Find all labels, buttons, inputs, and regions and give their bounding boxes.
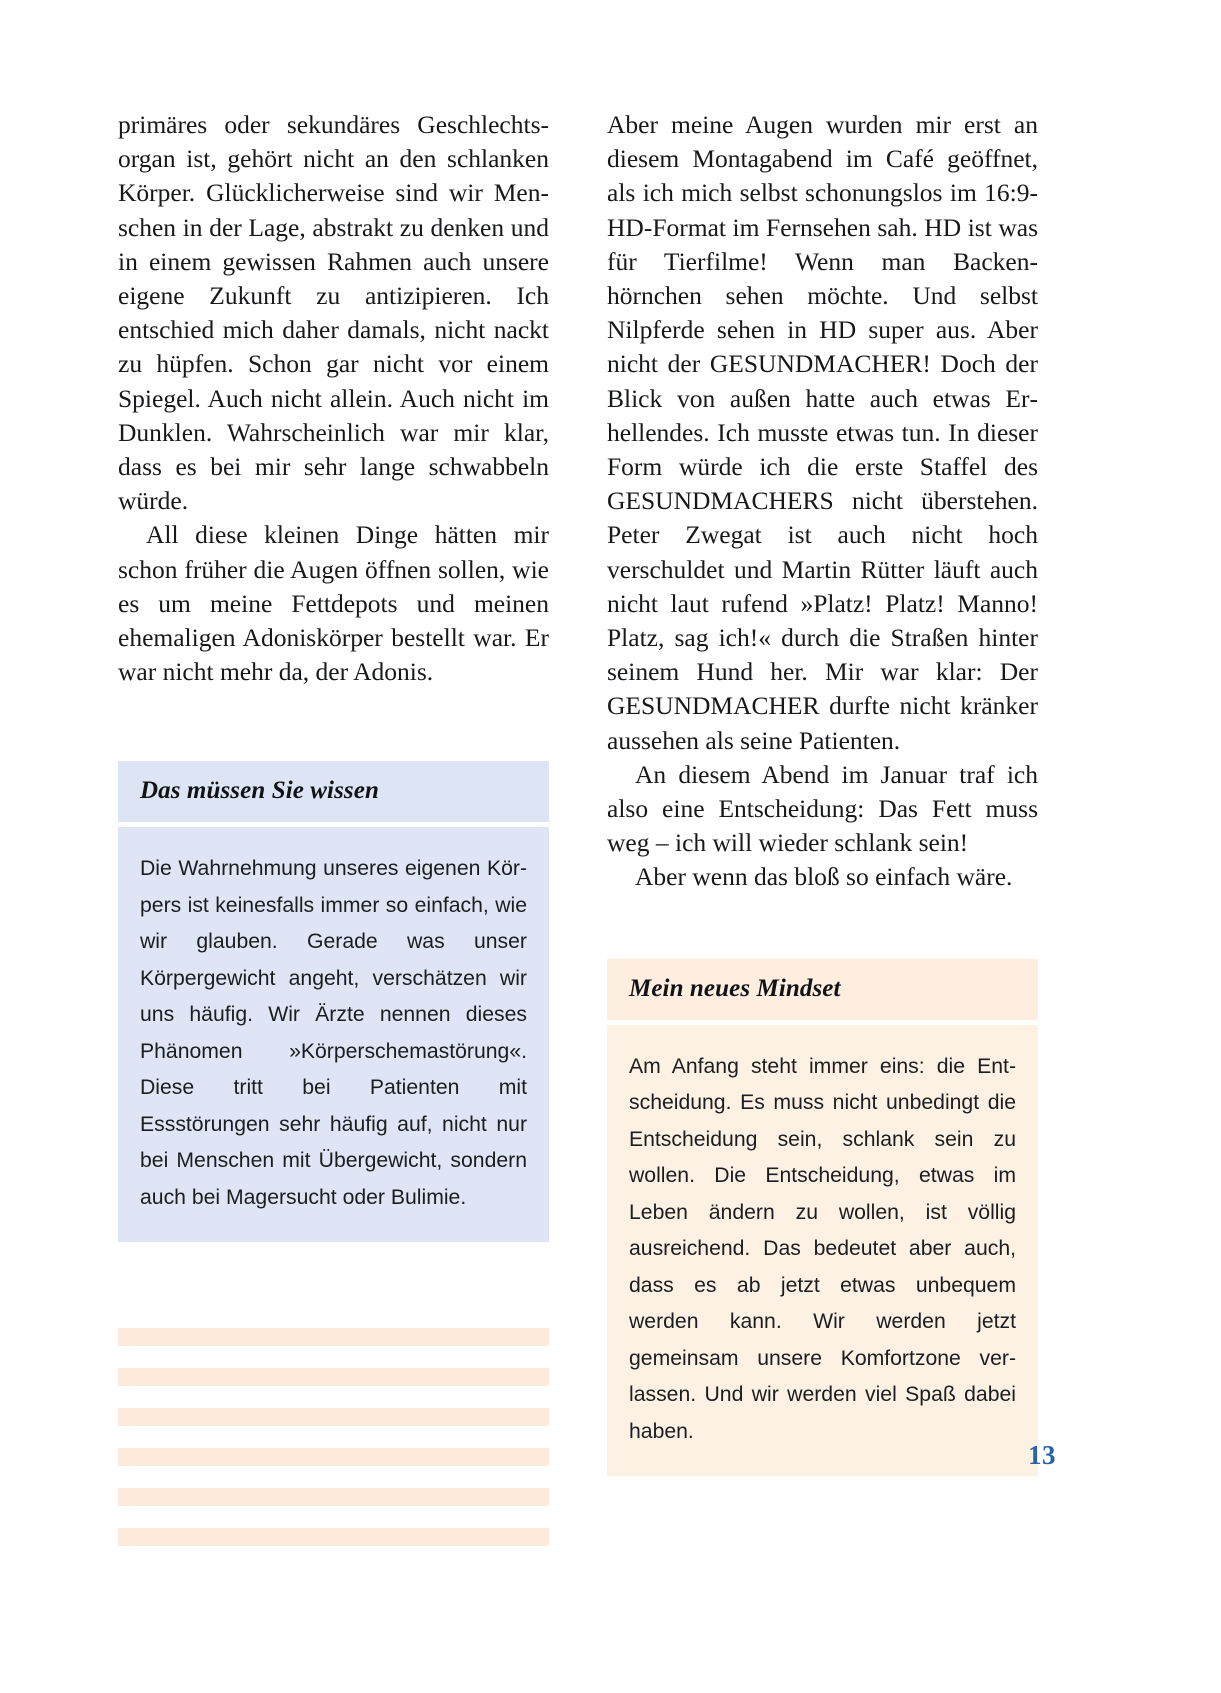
info-box-body (607, 1025, 1038, 1477)
paragraph: Aber meine Augen wurden mir erst an diesem Montagabend im Café geöffnet, als ich mich selbst schonungslos im 16:9-HD-Format im Fernsehen sah. HD ist was für Tierfilme! Wenn man Backenhörnchen sehen möchte. Und selbst Nilpferde sehen in HD super aus. Aber nicht der GESUNDMACHER! Doch der Blick von außen hatte auch etwas Erhellendes. Ich musste etwas tun. In dieser Form würde ich die erste Staffel des GESUNDMACHERS nicht überstehen. Peter Zwegat ist auch nicht hoch verschuldet und Martin Rütter läuft auch nicht laut rufend »Platz! Platz! Manno! Platz, sag ich!« durch die Straßen hinter seinem Hund her. Mir war klar: Der GESUNDMACHER durfte nicht kränker aussehen als seine Patienten. (607, 110, 1038, 755)
spacer (118, 1242, 549, 1328)
info-box-mein-neues-mindset (607, 959, 1038, 1477)
info-box-das-muessen-sie-wissen (118, 761, 549, 1242)
writing-line (118, 1328, 549, 1346)
left-column-prose (118, 108, 549, 689)
info-box-heading: Mein neues Mindset (607, 959, 1038, 1020)
info-box-body (118, 827, 549, 1242)
spacer (607, 895, 1038, 959)
page-columns (118, 108, 1038, 1546)
info-box-paragraph: Die Wahrnehmung unseres eigenen Körpers ist keinesfalls immer so einfach, wie wir glauben. Gerade was unser Körpergewicht angeht, verschätzen wir uns häufig. Wir Ärzte nennen dieses Phänomen »Körperschemastörung«. Diese tritt bei Patienten mit Essstörungen sehr häufig auf, nicht nur bei Menschen mit Übergewicht, sondern auch bei Magersucht oder Bulimie. (140, 857, 527, 1209)
paragraph: Aber wenn das bloß so einfach wäre. (635, 862, 1013, 892)
writing-line (118, 1368, 549, 1386)
writing-line (118, 1488, 549, 1506)
writing-line (118, 1448, 549, 1466)
page-number: 13 (1028, 1440, 1056, 1470)
writing-line (118, 1408, 549, 1426)
paragraph: primäres oder sekundäres Geschlechtsorgan ist, gehört nicht an den schlanken Körper. Glücklicherweise sind wir Menschen in der Lage, abstrakt zu denken und in einem gewissen Rahmen auch unsere eigene Zukunft zu antizipieren. Ich entschied mich daher damals, nicht nackt zu hüpfen. Schon gar nicht vor einem Spiegel. Auch nicht allein. Auch nicht im Dunklen. Wahrscheinlich war mir klar, dass es bei mir sehr lange schwabbeln würde. (118, 110, 549, 516)
info-box-paragraph: Am Anfang steht immer eins: die Entscheidung. Es muss nicht unbedingt die Entscheidung sein, schlank sein zu wollen. Die Entscheidung, etwas im Leben ändern zu wollen, ist völlig ausreichend. Das bedeutet aber auch, dass es ab jetzt etwas unbequem werden kann. Wir werden jetzt gemeinsam unsere Komfortzone verlassen. Und wir werden viel Spaß dabei haben. (629, 1054, 1016, 1443)
writing-line (118, 1528, 549, 1546)
right-column-prose (607, 108, 1038, 895)
spacer (118, 689, 549, 761)
right-column (607, 108, 1038, 1546)
writing-lines-block (118, 1328, 549, 1546)
info-box-heading: Das müssen Sie wissen (118, 761, 549, 822)
paragraph: All diese kleinen Dinge hätten mir schon früher die Augen öffnen sollen, wie es um meine Fettdepots und meinen ehemaligen Adoniskörper bestellt war. Er war nicht mehr da, der Adonis. (118, 520, 549, 687)
paragraph: An diesem Abend im Januar traf ich also eine Entscheidung: Das Fett muss weg – ich will wieder schlank sein! (607, 759, 1038, 858)
left-column (118, 108, 549, 1546)
